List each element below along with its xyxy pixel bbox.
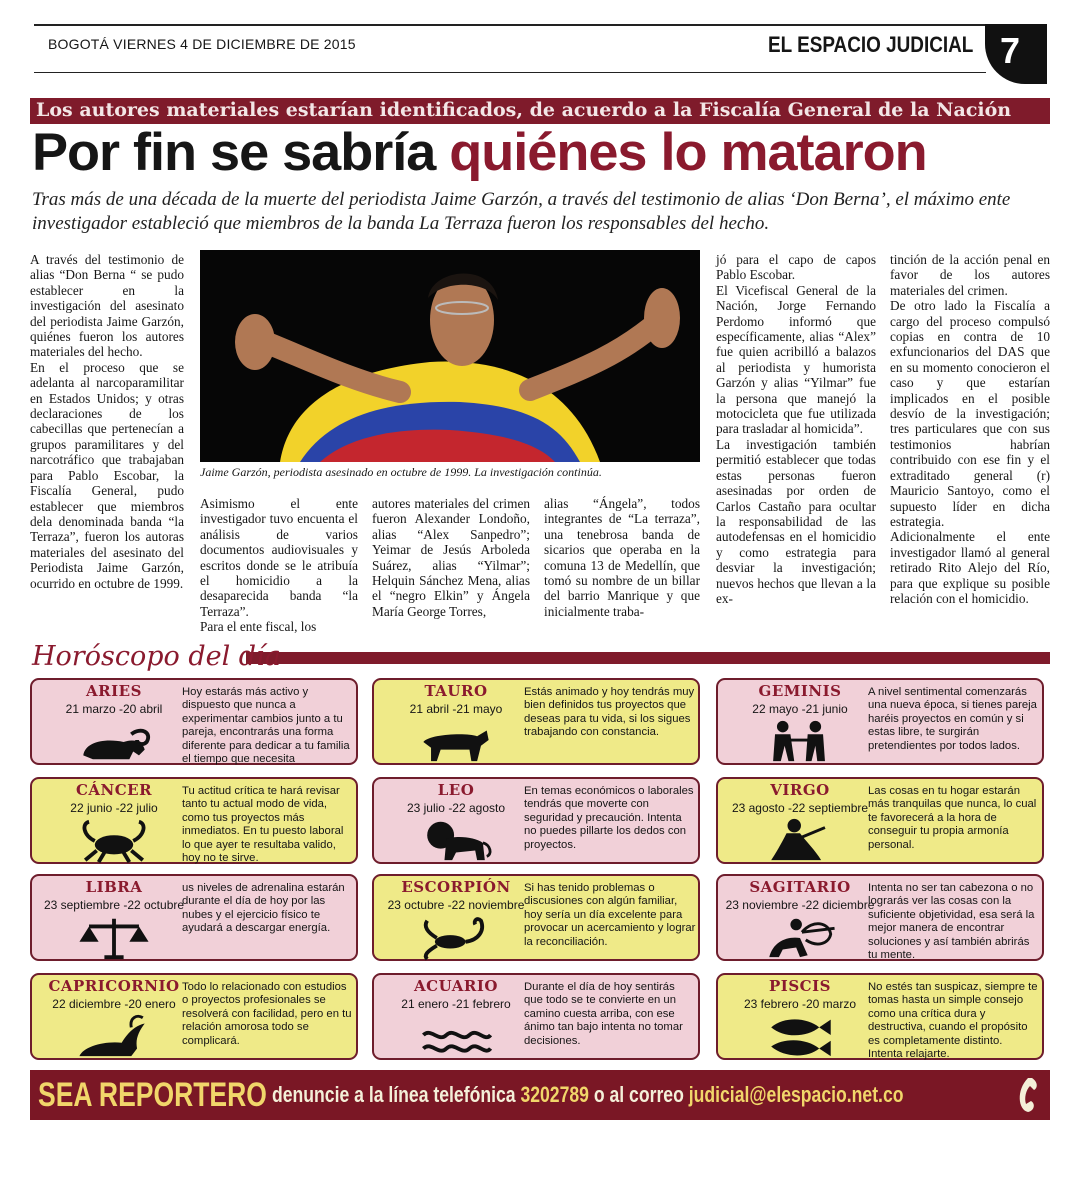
kicker: Los autores materiales estarían identificados, de acuerdo a la Fiscalía General de la Nación [30,98,1050,124]
virgo-maiden-icon [758,816,842,864]
sign-dates: 23 noviembre -22 diciembre [725,898,875,912]
sign-name: ESCORPIÓN [401,878,511,896]
publication-name: EL ESPACIO JUDICIAL [768,32,974,57]
sign-text: Todo lo relacionado con estudios o proyectos profesionales se resolverá con facilidad, pero en tu relación amorosa todo se complicará. [182,981,352,1047]
article-column-1 [30,252,184,591]
sign-dates: 21 abril -21 mayo [409,702,503,716]
sign-text: Estás animado y hoy tendrás muy bien definidos tus proyectos que deseas para tu vida, si los sigues trabajando con constancia. [524,686,695,739]
sign-dates: 23 febrero -20 marzo [743,997,857,1011]
gemini-twins-icon [758,717,842,765]
sign-name: CAPRICORNIO [48,977,180,995]
sagittarius-archer-icon [758,913,842,961]
horoscope-card-libra [30,874,358,961]
horoscope-card-geminis [716,678,1044,765]
footer-contact [272,1082,903,1108]
sign-dates: 23 agosto -22 septiembre [731,801,869,815]
paragraph: autores materiales del crimen fueron Alexander Londoño, alias “Alex Sanpedro”; Yeimar de Jesús Arboleda Suárez, alias “Yilmar”; Helquin Sánchez Mena, alias el “negro Elkin” y Ángela María George Torres, [372,496,530,619]
page-number: 7 [1000,30,1021,71]
headline [32,122,927,183]
headline-part-a: Por fin se sabría [32,123,436,182]
horoscope-card-capricornio [30,973,358,1060]
footer-text-b: o al correo [588,1082,689,1107]
photo-caption: Jaime Garzón, periodista asesinado en octubre de 1999. La investigación continúa. [200,465,602,479]
taurus-bull-icon [414,717,498,765]
sign-text: Durante el día de hoy sentirás que todo se te convierte en un camino cuesta arriba, con ese ánimo tan bajo intenta no tomar decisiones. [524,981,683,1047]
sign-dates: 22 mayo -21 junio [752,702,848,716]
horoscope-card-sagitario [716,874,1044,961]
sign-text: Las cosas en tu hogar estarán más tranquilas que nunca, lo cual te favorecerá a la hora de conseguir tu propia armonía personal. [868,785,1037,851]
article-column-3 [372,496,530,619]
sign-name: ACUARIO [414,977,498,995]
sign-dates: 21 enero -21 febrero [401,997,511,1011]
sign-text: Hoy estarás más activo y dispuesto que nunca a experimentar cambios junto a tu pareja, encontrarás una forma diferente para dedicar a tu familia el tiempo que necesita [182,686,350,766]
paragraph: jó para el capo de capos Pablo Escobar. [716,252,876,283]
horoscope-card-acuario [372,973,700,1060]
sign-name: ARIES [86,682,142,700]
aries-ram-icon [72,717,156,765]
sign-text: Si has tenido problemas o discusiones con algún familiar, hoy sería un día excelente para provocar un acercamiento y lograr la reconciliación. [524,882,696,948]
header-rule [34,72,986,73]
sign-text: No estés tan suspicaz, siempre te tomas hasta un simple consejo como una crítica dura y destructiva, cuando el propósito es completamente distinto. Intenta relajarte. [868,981,1038,1061]
paragraph: Adicionalmente el ente investigador llamó al general retirado Rito Alejo del Río, para que explique su posible relación con el homicidio. [890,529,1050,606]
horoscope-bar [246,652,1050,664]
paragraph: En el proceso que se adelanta al narcoparamilitar en Estados Unidos; y otras declaraciones de los cabecillas que pertenecían a grupos paramilitares y del narcotráfico que trabajaban para Pablo Escobar, la Fiscalía General, pudo establecer que miembros dela denominada banda “la Terraza”, fueron los autoras materiales del asesinato del Periodista Jaime Garzón, ocurrido en octubre de 1999. [30,359,184,591]
article-column-2 [200,496,358,635]
top-rule [34,24,1044,26]
sign-dates: 22 diciembre -20 enero [52,997,176,1011]
sign-text: Intenta no ser tan cabezona o no lograrás ver las cosas con la suficiente objetividad, esa será la mejor manera de encontrar soluciones y así también abrirás tu mente. [868,882,1035,962]
sign-text: us niveles de adrenalina estarán durante el día de hoy por las nubes y el ejercicio físico te ayudará a descargar energía. [182,882,345,935]
sign-text: Tu actitud crítica te hará revisar tanto tu actual modo de vida, como tus proyectos más inmediatos. En tu puesto laboral lo que ayer te resultaba valido, hoy no te sirve. [182,785,344,865]
paragraph: El Vicefiscal General de la Nación, Jorge Fernando Perdomo informó que específicamente, alias “Alex” fue quien acribilló a balazos al periodista y humorista Garzón y alias “Yilmar” fue la persona que manejó la motocicleta que fue utilizada para trasladar al homicida”. [716,282,876,437]
sign-text: En temas económicos o laborales tendrás que moverte con seguridad y precaución. Intenta no puedes pillarte los dedos con proyectos. [524,785,694,851]
sign-name: VIRGO [770,781,830,799]
footer-email: judicial@elespacio.net.co [688,1082,904,1107]
capricorn-goat-icon [72,1012,156,1060]
sign-name: GEMINIS [758,682,842,700]
horoscope-card-leo [372,777,700,864]
sign-dates: 21 marzo -20 abril [65,702,163,716]
phone-icon [1012,1076,1040,1114]
headline-part-b: quiénes lo mataron [449,123,927,182]
scorpio-scorpion-icon [414,913,498,961]
sign-name: PISCIS [769,977,831,995]
horoscope-card-virgo [716,777,1044,864]
article-column-4 [544,496,700,619]
sign-name: SAGITARIO [749,878,851,896]
sign-dates: 22 junio -22 julio [70,801,158,815]
footer-text-a: denuncie a la línea telefónica [272,1082,521,1107]
sign-dates: 23 julio -22 agosto [406,801,506,815]
photo-illustration [200,250,700,462]
sign-dates: 23 octubre -22 noviembre [387,898,525,912]
standfirst: Tras más de una década de la muerte del periodista Jaime Garzón, a través del testimonio de alias ‘Don Berna’, el máximo ente investigador estableció que miembros de la banda La Terraza fueron los responsables del hecho. [32,189,1011,234]
horoscope-card-escorpión [372,874,700,961]
horoscope-card-piscis [716,973,1044,1060]
pisces-fish-icon [758,1012,842,1060]
sign-name: TAURO [424,682,488,700]
article-column-6 [890,252,1050,606]
paragraph: tinción de la acción penal en favor de los autores materiales del crimen. [890,252,1050,298]
horoscope-card-cáncer [30,777,358,864]
dateline: BOGOTÁ VIERNES 4 DE DICIEMBRE DE 2015 [48,36,356,52]
sign-text: A nivel sentimental comenzarás una nueva época, si tienes pareja haréis proyectos en común y si estas libre, te surgirán pretendientes por todos lados. [868,686,1037,752]
sign-name: LIBRA [85,878,143,896]
aquarius-water-icon [414,1012,498,1060]
horoscope-card-tauro [372,678,700,765]
paragraph: De otro lado la Fiscalía a cargo del proceso compulsó copias en contra de 10 exfuncionarios del DAS que en su momento conocieron el caso y que estarían implicados en el posible desvío de la investigación; tres particulares que con sus testimonios habrían contribuido con ese fin y el extraditado general (r) Mauricio Santoyo, como el supuesto líder en dicha estrategia. [890,298,1050,529]
article-column-5 [716,252,876,606]
libra-scales-icon [72,913,156,961]
horoscope-card-aries [30,678,358,765]
sign-name: CÁNCER [75,781,153,799]
sign-dates: 23 septiembre -22 octubre [43,898,185,912]
paragraph: Asimismo el ente investigador tuvo encuenta el análisis de varios documentos audiovisuales y escritos donde se le atribuía el homicidio a la desaparecida banda “la Terraza”. [200,496,358,619]
paragraph: A través del testimonio de alias “Don Berna “ se pudo establecer en la investigación del asesinato del periodista Jaime Garzón, quiénes fueron los autores materiales del hecho. [30,252,184,360]
leo-lion-icon [414,816,498,864]
horoscope-title: Horóscopo del día [32,641,281,672]
sign-name: LEO [437,781,475,799]
cancer-crab-icon [72,816,156,864]
paragraph: La investigación también permitió establecer que todas estas personas fueron asesinadas por orden de Carlos Castaño para ocultar la responsabilidad de las autodefensas en el homicidio y como estrategia para desviar la investigación; nuevos hechos que llevan a la ex- [716,436,876,606]
paragraph: Para el ente fiscal, los [200,619,317,635]
footer-phone-number: 3202789 [520,1082,589,1107]
photo-jaime-garzon [200,250,700,462]
paragraph: alias “Ángela”, todos integrantes de “La terraza”, una tenebrosa banda de sicarios que operaba en la comuna 13 de Medellín, que tomó su nombre de un billar del barrio Manrique y que inicialmente traba- [544,496,700,619]
footer-label: SEA REPORTERO [38,1076,267,1114]
